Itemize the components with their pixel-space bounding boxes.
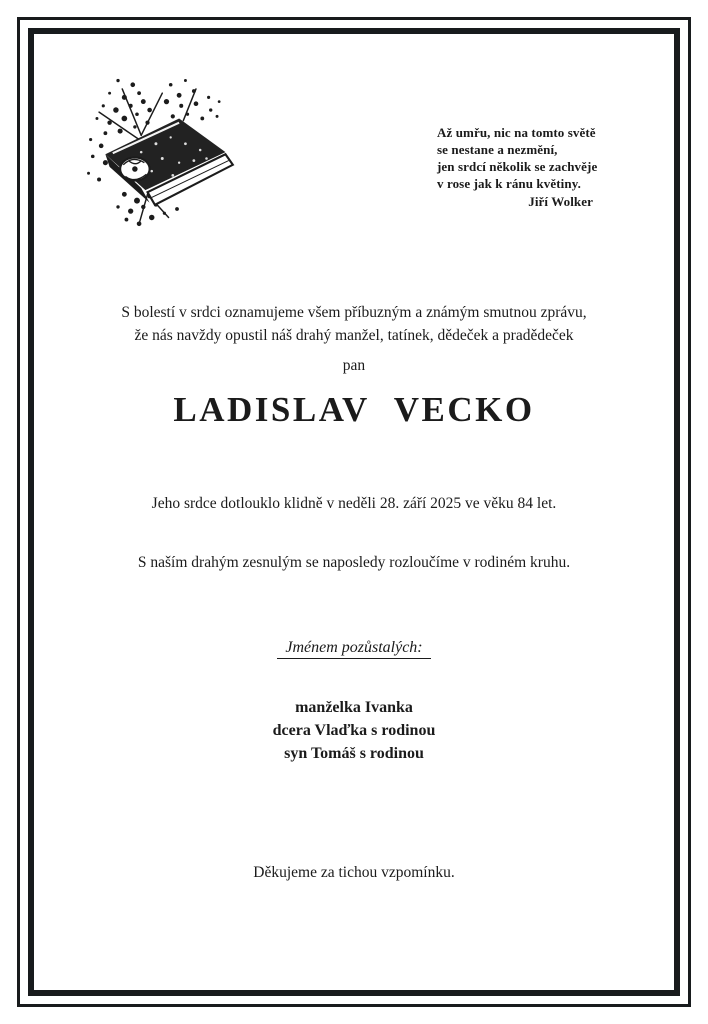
poem-line: v rose jak k ránu květiny. — [437, 176, 581, 191]
poem-block — [437, 124, 607, 210]
farewell-details: S naším drahým zesnulým se naposledy rozloučíme v rodiném kruhu. — [137, 554, 571, 571]
announcement-line: že nás navždy opustil náš drahý manžel, tatínek, dědeček a pradědeček — [134, 327, 574, 344]
book-with-flowers-illustration-icon — [78, 70, 236, 228]
closing-thanks: Děkujeme za tichou vzpomínku. — [253, 864, 455, 881]
salutation: pan — [342, 357, 366, 374]
survivor-item: syn Tomáš s rodinou — [284, 745, 424, 762]
poem-line: Až umřu, nic na tomto světě — [437, 125, 596, 140]
deceased-name: LADISLAV VECKO — [173, 390, 535, 429]
survivor-item: dcera Vlaďka s rodinou — [272, 722, 436, 739]
poem-author: Jiří Wolker — [528, 194, 593, 209]
survivors-list — [36, 696, 672, 765]
death-details: Jeho srdce dotlouklo klidně v neděli 28. září 2025 ve věku 84 let. — [151, 495, 557, 512]
poem-line: jen srdcí několik se zachvěje — [437, 159, 598, 174]
survivors-heading — [36, 639, 672, 657]
poem-line: se nestane a nezmění, — [437, 142, 558, 157]
survivors-heading-label: Jménem pozůstalých: — [277, 639, 430, 659]
announcement-line: S bolestí v srdci oznamujeme všem příbuzným a známým smutnou zprávu, — [121, 304, 587, 321]
announcement-text — [36, 301, 672, 347]
survivor-item: manželka Ivanka — [295, 699, 413, 716]
